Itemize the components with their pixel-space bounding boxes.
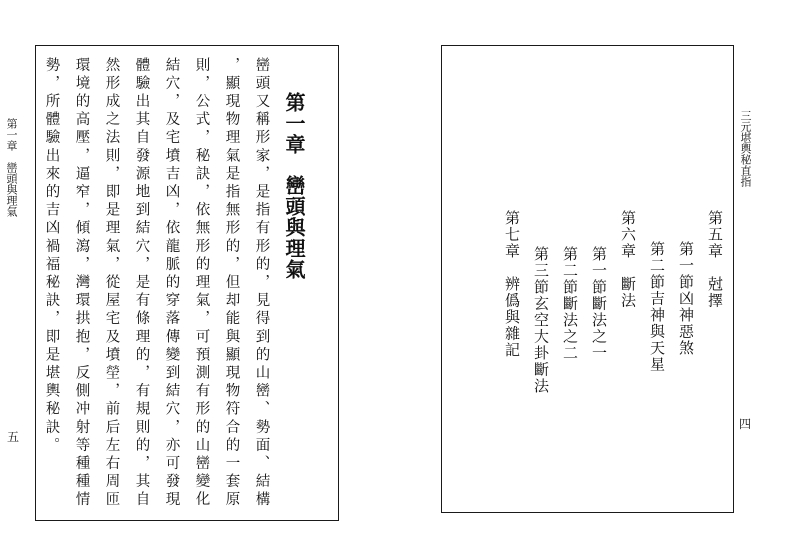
right-page-number: 四	[739, 417, 752, 431]
chapter-number: 第一章	[282, 92, 306, 155]
right-margin-running-head: 三元堪輿秘直指	[739, 110, 752, 187]
left-page-number: 五	[7, 430, 20, 444]
body-column-6: 然形成之法則，即是理氣，從屋宅及墳塋，前后左右周匝	[103, 57, 120, 510]
toc-section-5-1: 第一節凶神惡煞	[677, 241, 695, 357]
left-margin-running-head: 第一章 巒頭與理氣	[5, 118, 18, 217]
toc-section-6-3: 第三節玄空大卦斷法	[532, 246, 550, 395]
chapter-title: 巒頭與理氣	[282, 175, 306, 280]
toc-chapter-6: 第六章 斷法	[619, 210, 637, 309]
body-column-8: 勢，所體驗出來的吉凶禍福秘訣，即是堪輿秘訣。	[43, 57, 60, 456]
body-column-1: 巒頭又稱形家，是指有形的，見得到的山巒、勢面、結構	[253, 57, 270, 510]
body-column-2: ，顯現物理氣是指無形的，但却能與顯現物符合的一套原	[223, 57, 240, 510]
toc-section-6-1: 第一節斷法之一	[590, 246, 608, 362]
toc-chapter-7: 第七章 辨僞與雜記	[503, 210, 521, 359]
toc-section-5-2: 第二節吉神與天星	[648, 241, 666, 373]
body-column-3: 則，公式，秘訣，依無形的理氣，可預測有形的山巒變化	[193, 57, 210, 510]
body-column-5: 體驗出其自發源地到結穴，是有條理的，有規則的，其自	[133, 57, 150, 510]
body-column-4: 結穴，及宅墳吉凶，依龍脈的穿落傳變到結穴，亦可發現	[163, 57, 180, 510]
body-column-7: 環境的高壓，逼窄，傾瀉，灣環拱抱，反側冲射等種種情	[73, 57, 90, 510]
toc-chapter-5: 第五章 尅擇	[706, 210, 724, 309]
toc-section-6-2: 第二節斷法之二	[561, 246, 579, 362]
